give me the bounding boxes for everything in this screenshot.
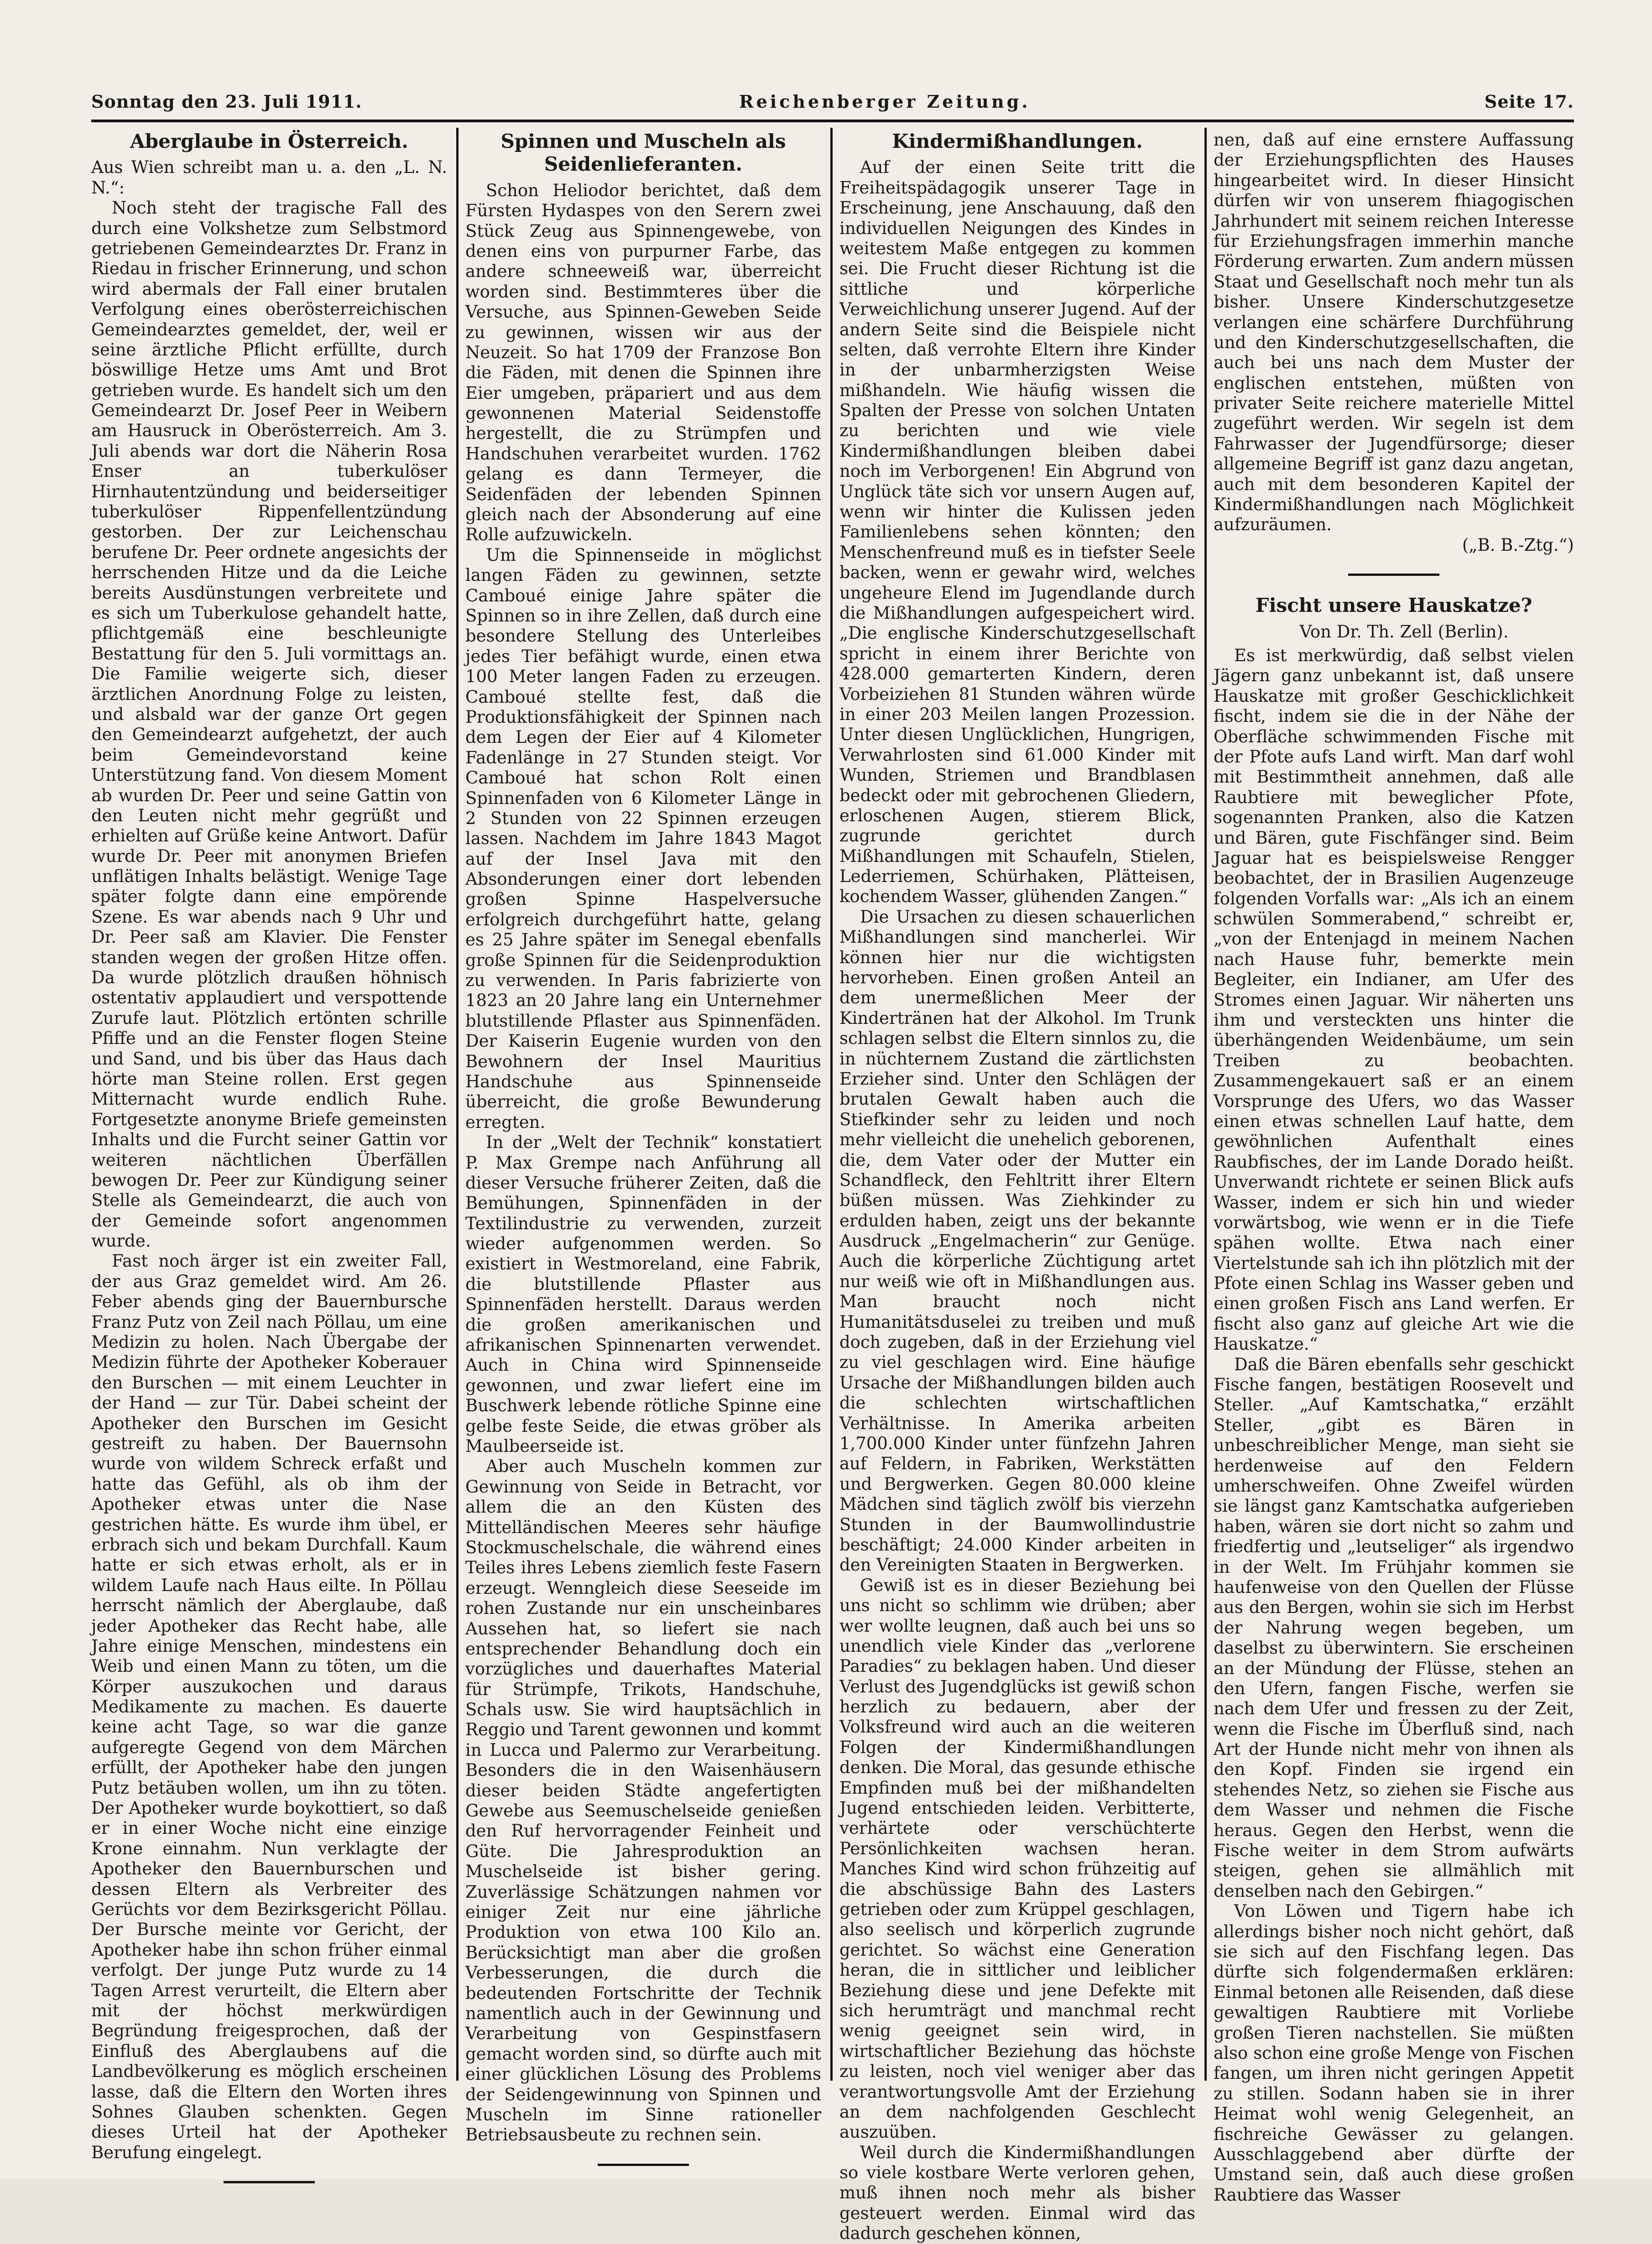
- paragraph: Es ist merkwürdig, daß selbst vielen Jägern ganz unbekannt ist, daß unsere Hauskatze mit großer Geschicklichkeit fischt, indem sie die in der Nähe der Oberfläche schwimmenden Fische mit der Pfote aufs Land wirft. Man darf wohl mit Bestimmtheit annehmen, daß alle Raubtiere mit beweglicher Pfote, sogenannten Pranken, also die Katzen und Bären, gute Fischfänger sind. Beim Jaguar hat es beispielsweise Rengger beobachtet, der in Brasilien Augenzeuge folgenden Vorfalls war: „Als ich an einem schwülen Sommerabend,“ schreibt er, „von der Entenjagd in meinem Nachen nach Hause fuhr, bemerkte mein Begleiter, ein Indianer, am Ufer des Stromes einen Jaguar. Wir näherten uns ihm und versteckten uns hinter die überhängenden Weidenbäume, um sein Treiben zu beobachten. Zusammengekauert saß er an einem Vorsprunge des Ufers, wo das Wasser einen etwas schnellen Lauf hatte, dem gewöhnlichen Aufenthalt eines Raubfisches, der im Lande Dorado heißt. Unverwandt richtete er seinen Blick aufs Wasser, indem er sich hin und wieder vorwärtsbog, wie wenn er in die Tiefe spähen wollte. Etwa nach einer Viertelstunde sah ich ihn plötzlich mit der Pfote einen Schlag ins Wasser geben und einen großen Fisch ans Land werfen. Er fischt also ganz auf gleiche Art wie die Hauskatze.“: [1214, 645, 1574, 1354]
- paragraph: Aber auch Muscheln kommen zur Gewinnung von Seide in Betracht, vor allem die an den Küsten des Mittelländischen Meeres sehr häufige Stockmuschelschale, die während eines Teiles ihres Lebens ziemlich feste Fasern erzeugt. Wenngleich diese Seeseide im rohen Zustande nur ein unscheinbares Aussehen hat, so liefert sie nach entsprechender Behandlung doch ein vorzügliches und dauerhaftes Material für Strümpfe, Trikots, Handschuhe, Schals usw. Sie wird hauptsächlich in Reggio und Tarent gewonnen und kommt in Lucca und Palermo zur Verarbeitung. Besonders die in den Waisenhäusern dieser beiden Städte angefertigten Gewebe aus Seemuschelseide genießen den Ruf hervorragender Feinheit und Güte. Die Jahresproduktion an Muschelseide ist bisher gering. Zuverlässige Schätzungen nahmen vor einiger Zeit nur eine jährliche Produktion von etwa 100 Kilo an. Berücksichtigt man aber die großen Verbesserungen, die durch die bedeutenden Fortschritte der Technik namentlich auch in der Gewinnung und Verarbeitung von Gespinstfasern gemacht worden sind, so dürfte auch mit einer glücklichen Lösung des Problems der Seidengewinnung von Spinnen und Muscheln im Sinne rationeller Betriebsausbeute zu rechnen sein.: [465, 1456, 821, 2145]
- column-1: [91, 130, 447, 2162]
- paragraph: Auf der einen Seite tritt die Freiheitspädagogik unserer Tage in Erscheinung, jene Anschauung, daß den individuellen Neigungen des Kindes in weitestem Maße entgegen zu kommen sei. Die Frucht dieser Richtung ist die sittliche und körperliche Verweichlichung unserer Jugend. Auf der andern Seite sind die Beispiele nicht selten, daß verrohte Eltern ihre Kinder in der unbarmherzigsten Weise mißhandeln. Wie häufig wissen die Spalten der Presse von solchen Untaten zu berichten und wie viele Kindermißhandlungen bleiben dabei noch im Verborgenen! Ein Abgrund von Unglück täte sich vor unsern Augen auf, wenn wir hinter die Kulissen jeden Familienlebens sehen könnten; den Menschenfreund muß es in tiefster Seele backen, wenn er gewahr wird, welches ungeheure Elend im Jugendlande durch die Mißhandlungen aufgespeichert wird. „Die englische Kinderschutzgesellschaft spricht in einem ihrer Berichte von 428.000 gemarterten Kindern, deren Vorbeiziehen 81 Stunden währen würde in einer 203 Meilen langen Prozession. Unter diesen Unglücklichen, Hungrigen, Verwahrlosten sind 61.000 Kinder mit Wunden, Striemen und Brandblasen bedeckt oder mit gebrochenen Gliedern, erloschenen Augen, stierem Blick, zugrunde gerichtet durch Mißhandlungen mit Schaufeln, Stielen, Lederriemen, Schürhaken, Plätteisen, kochendem Wasser, glühenden Zangen.“: [839, 157, 1195, 907]
- article-title-aberglaube: Aberglaube in Österreich.: [130, 130, 408, 152]
- header-rule: [91, 120, 1574, 122]
- column-rule: [1204, 128, 1207, 2081]
- article-source: („B. B.-Ztg.“): [1462, 535, 1574, 555]
- article-separator: [224, 2181, 315, 2183]
- paragraph: Die Ursachen zu diesen schauerlichen Mißhandlungen sind mancherlei. Wir können hier nur die wichtigsten hervorheben. Einen großen Anteil an dem unermeßlichen Meer der Kindertränen hat der Alkohol. Im Trunk schlagen selbst die Eltern sinnlos zu, die in nüchternem Zustand die zärtlichsten Erzieher sind. Unter den Schlägen der brutalen Gewalt haben auch die Stiefkinder sehr zu leiden und noch mehr vielleicht die unehelich geborenen, die, dem Vater oder der Mutter ein Schandfleck, den Fehltritt ihrer Eltern büßen müssen. Was Ziehkinder zu erdulden haben, zeigt uns der bekannte Ausdruck „Engelmacherin“ zur Genüge. Auch die körperliche Züchtigung artet nur weiß wie oft in Mißhandlungen aus. Man braucht noch nicht Humanitätsduselei zu treiben und muß doch zugeben, daß in der Erziehung viel zu viel geschlagen wird. Eine häufige Ursache der Mißhandlungen bilden auch die schlechten wirtschaftlichen Verhältnisse. In Amerika arbeiten 1,700.000 Kinder unter fünfzehn Jahren auf Feldern, in Fabriken, Werkstätten und Bergwerken. Gegen 80.000 kleine Mädchen sind täglich zwölf bis vierzehn Stunden in der Baumwollindustrie beschäftigt; 24.000 Kinder arbeiten in den Vereinigten Staaten in Bergwerken.: [839, 907, 1195, 1575]
- column-rule: [456, 128, 459, 2081]
- article-byline: Von Dr. Th. Zell (Berlin).: [1299, 621, 1509, 642]
- paragraph: Weil durch die Kindermißhandlungen so viele kostbare Werte verloren gehen, muß ihnen noch mehr als bisher gesteuert werden. Einmal wird das dadurch geschehen können,: [839, 2142, 1195, 2244]
- page-header: [91, 87, 1574, 119]
- paragraph: Aus Wien schreibt man u. a. den „L. N. N.“:: [91, 157, 447, 198]
- paragraph: Gewiß ist es in dieser Beziehung bei uns nicht so schlimm wie drüben; aber wer wollte leugnen, daß auch bei uns so unendlich viele Kinder das „verlorene Paradies“ zu beklagen haben. Und dieser Verlust des Jugendglücks ist gewiß schon herzlich zu bedauern, aber der Volksfreund wird auch an die weiteren Folgen der Kindermißhandlungen denken. Die Moral, das gesunde ethische Empfinden muß bei der mißhandelten Jugend entschieden leiden. Verbitterte, verhärtete oder verschüchterte Persönlichkeiten wachsen heran. Manches Kind wird schon frühzeitig auf die abschüssige Bahn des Lasters getrieben oder zum Krüppel geschlagen, also seelisch und körperlich zugrunde gerichtet. So wächst eine Generation heran, die in sittlicher und leiblicher Beziehung diese und jene Defekte mit sich herumträgt und manchmal recht wenig geeignet sein wird, in wirtschaftlicher Beziehung das höchste zu leisten, noch viel weniger aber das verantwortungsvolle Amt der Erziehung an dem nachfolgenden Geschlecht auszuüben.: [839, 1575, 1195, 2142]
- column-4: [1214, 130, 1574, 2205]
- paragraph: Von Löwen und Tigern habe ich allerdings bisher noch nicht gehört, daß sie sich auf den Fischfang legen. Das dürfte sich folgendermaßen erklären: Einmal betonen alle Reisenden, daß diese gewaltigen Raubtiere mit Vorliebe großen Tieren nachstellen. Sie müßten also schon eine große Menge von Fischen fangen, um ihren nicht geringen Appetit zu stillen. Sodann haben sie in ihrer Heimat wohl wenig Gelegenheit, an fischreiche Gewässer zu gelangen. Ausschlaggebend aber dürfte der Umstand sein, daß auch diese großen Raubtiere das Wasser: [1214, 1901, 1574, 2205]
- paragraph: Noch steht der tragische Fall des durch eine Volkshetze zum Selbstmord getriebenen Gemeindearztes Dr. Franz in Riedau in frischer Erinnerung, und schon wird abermals der Fall einer brutalen Verfolgung eines oberösterreichischen Gemeindearztes gemeldet, der, weil er seine ärztliche Pflicht erfüllte, durch böswillige Hetze ums Amt und Brot getrieben wurde. Es handelt sich um den Gemeindearzt Dr. Josef Peer in Weibern am Hausruck in Oberösterreich. Am 3. Juli abends war dort die Näherin Rosa Enser an tuberkulöser Hirnhautentzündung und beiderseitiger tuberkulöser Rippenfellentzündung gestorben. Der zur Leichenschau berufene Dr. Peer ordnete angesichts der herrschenden Hitze und da die Leiche bereits Ausdünstungen verbreitete und es sich um Tuberkulose gehandelt hatte, pflichtgemäß eine beschleunigte Bestattung für den 5. Juli vormittags an. Die Familie weigerte sich, dieser ärztlichen Anordnung Folge zu leisten, und alsbald war der ganze Ort gegen den Gemeindearzt aufgehetzt, der auch beim Gemeindevorstand keine Unterstützung fand. Von diesem Moment ab wurden Dr. Peer und seine Gattin von den Leuten nicht mehr gegrüßt und erhielten auf Grüße keine Antwort. Dafür wurde Dr. Peer mit anonymen Briefen unflätigen Inhalts belästigt. Wenige Tage später folgte dann eine empörende Szene. Es war abends nach 9 Uhr und Dr. Peer saß am Klavier. Die Fenster standen wegen der großen Hitze offen. Da wurde plötzlich draußen höhnisch ostentativ applaudiert und verspottende Zurufe laut. Plötzlich ertönten schrille Pfiffe und an die Fenster flogen Steine und Sand, und bis über das Haus dach hörte man Steine rollen. Erst gegen Mitternacht wurde endlich Ruhe. Fortgesetzte anonyme Briefe gemeinsten Inhalts und die Furcht seiner Gattin vor weiteren nächtlichen Überfällen bewogen Dr. Peer zur Kündigung seiner Stelle als Gemeindearzt, die auch von der Gemeinde sofort angenommen wurde.: [91, 198, 447, 1251]
- page-number: Seite 17.: [1484, 91, 1574, 112]
- issue-date: Sonntag den 23. Juli 1911.: [91, 91, 362, 112]
- column-2: [465, 130, 821, 2145]
- newspaper-name: Reichenberger Zeitung.: [739, 91, 1031, 112]
- paragraph: In der „Welt der Technik“ konstatiert P. Max Grempe nach Anführung all dieser Versuche früherer Zeiten, daß die Bemühungen, Spinnenfäden in der Textilindustrie zu verwenden, zurzeit wieder aufgenommen werden. So existiert in Westmoreland, eine Fabrik, die blutstillende Pflaster aus Spinnenfäden herstellt. Daraus werden die großen amerikanischen und afrikanischen Spinnenarten verwendet. Auch in China wird Spinnenseide gewonnen, und zwar liefert eine im Buschwerk lebende rötliche Spinne eine gelbe feste Seide, die etwas gröber als Maulbeerseide ist.: [465, 1132, 821, 1456]
- article-separator: [1348, 574, 1439, 576]
- article-title-spinnen: Spinnen und Muscheln als Seidenlieferanten.: [500, 130, 786, 176]
- paragraph: Schon Heliodor berichtet, daß dem Fürsten Hydaspes von den Serern zwei Stück Zeug aus Spinnengewebe, von denen eins von purpurner Farbe, das andere schneeweiß war, überreicht worden sind. Bestimmteres über die Versuche, aus Spinnen-Geweben Seide zu gewinnen, wissen wir aus der Neuzeit. So hat 1709 der Franzose Bon die Fäden, mit denen die Spinnen ihre Eier umgeben, präpariert und aus dem gewonnenen Material Seidenstoffe hergestellt, die zu Strümpfen und Handschuhen verarbeitet wurden. 1762 gelang es dann Termeyer, die Seidenfäden der lebenden Spinnen gleich nach der Absonderung auf eine Rolle aufzuwickeln.: [465, 180, 821, 545]
- article-separator: [598, 2164, 689, 2166]
- paragraph: nen, daß auf eine ernstere Auffassung der Erziehungspflichten des Hauses hingearbeitet wird. In dieser Hinsicht dürfen wir von unserem fhiagogischen Jahrhundert mit seinem reichen Interesse für Erziehungsfragen immerhin manche Förderung erwarten. Zum andern müssen Staat und Gesellschaft noch mehr tun als bisher. Unsere Kinderschutzgesetze verlangen eine schärfere Durchführung und den Kinderschutzgesellschaften, die auch bei uns nach dem Muster der englischen entstehen, müßten von privater Seite reichere materielle Mittel zugeführt werden. Wir segeln ist dem Fahrwasser der Jugendfürsorge; dieser allgemeine Begriff ist ganz dazu angetan, auch mit dem besonderen Kapitel der Kindermißhandlungen nach Möglichkeit aufzuräumen.: [1214, 130, 1574, 535]
- column-rule: [830, 128, 833, 2081]
- paragraph: Um die Spinnenseide in möglichst langen Fäden zu gewinnen, setzte Camboué einige Jahre später die Spinnen so in ihre Zellen, daß durch eine besondere Stellung des Unterleibes jedes Tier befähigt wurde, einen etwa 100 Meter langen Faden zu erzeugen. Camboué stellte fest, daß die Produktionsfähigkeit der Spinnen nach dem Legen der Eier auf 4 Kilometer Fadenlänge in 27 Stunden steigt. Vor Camboué hat schon Rolt einen Spinnenfaden von 6 Kilometer Länge in 2 Stunden von 22 Spinnen erzeugen lassen. Nachdem im Jahre 1843 Magot auf der Insel Java mit den Absonderungen einer dort lebenden großen Spinne Haspelversuche erfolgreich durchgeführt hatte, gelang es 25 Jahre später im Senegal ebenfalls große Spinnen für die Seidenproduktion zu verwenden. In Paris fabrizierte von 1823 an 20 Jahre lang ein Unternehmer blutstillende Pflaster aus Spinnenfäden. Der Kaiserin Eugenie wurden von den Bewohnern der Insel Mauritius Handschuhe aus Spinnenseide überreicht, die große Bewunderung erregten.: [465, 545, 821, 1132]
- article-title-kindermisshandlungen: Kindermißhandlungen.: [892, 130, 1143, 152]
- paragraph: Daß die Bären ebenfalls sehr geschickt Fische fangen, bestätigen Roosevelt und Steller. „Auf Kamtschatka,“ erzählt Steller, „gibt es Bären in unbeschreiblicher Menge, man sieht sie herdenweise auf den Feldern umherschweifen. Ohne Zweifel würden sie längst ganz Kamtschatka aufgerieben haben, wären sie dort nicht so zahm und friedfertig und „leutseliger“ als irgendwo in der Welt. Im Frühjahr kommen sie haufenweise von den Quellen der Flüsse aus den Bergen, wohin sie sich im Herbst der Nahrung wegen begeben, um daselbst zu überwintern. Sie erscheinen an der Mündung der Flüsse, stehen an den Ufern, fangen Fische, werfen sie nach dem Ufer und fressen zu der Zeit, wenn die Fische im Überfluß sind, nach Art der Hunde nicht mehr von ihnen als den Kopf. Finden sie irgend ein stehendes Netz, so ziehen sie Fische aus dem Wasser und nehmen die Fische heraus. Gegen den Herbst, wenn die Fische weiter in dem Strom aufwärts steigen, gehen sie allmählich mit denselben nach den Gebirgen.“: [1214, 1354, 1574, 1901]
- article-title-hauskatze: Fischt unsere Hauskatze?: [1255, 594, 1532, 617]
- paragraph: Fast noch ärger ist ein zweiter Fall, der aus Graz gemeldet wird. Am 26. Feber abends ging der Bauernbursche Franz Putz von Zeil nach Pöllau, um eine Medizin zu holen. Nach Übergabe der Medizin führte der Apotheker Koberauer den Burschen — mit einem Leuchter in der Hand — zur Tür. Dabei scheint der Apotheker den Burschen im Gesicht gestreift zu haben. Der Bauernsohn wurde von wildem Schreck erfaßt und hatte das Gefühl, als ob ihm der Apotheker etwas unter die Nase gestrichen hätte. Es wurde ihm übel, er erbrach sich und bekam Durchfall. Kaum hatte er sich etwas erholt, als er in wildem Laufe nach Haus eilte. In Pöllau herrscht nämlich der Aberglaube, daß jeder Apotheker das Recht habe, alle Jahre einige Menschen, mindestens ein Weib und einen Mann zu töten, um die Körper auszukochen und daraus Medikamente zu machen. Es dauerte keine acht Tage, so war die ganze aufgeregte Gegend von dem Märchen erfüllt, der Apotheker habe den jungen Putz betäuben wollen, um ihn zu töten. Der Apotheker wurde boykottiert, so daß er in einer Woche nicht eine einzige Krone einnahm. Nun verklagte der Apotheker den Bauernburschen und dessen Eltern als Verbreiter des Gerüchts vor dem Bezirksgericht Pöllau. Der Bursche meinte vor Gericht, der Apotheker habe ihn schon früher einmal verfolgt. Der junge Putz wurde zu 14 Tagen Arrest verurteilt, die Eltern aber mit der höchst merkwürdigen Begründung freigesprochen, daß der Einfluß des Aberglaubens auf die Landbevölkerung es möglich erscheinen lasse, daß die Eltern den Worten ihres Sohnes Glauben schenkten. Gegen dieses Urteil hat der Apotheker Berufung eingelegt.: [91, 1251, 447, 2162]
- column-3: [839, 130, 1195, 2244]
